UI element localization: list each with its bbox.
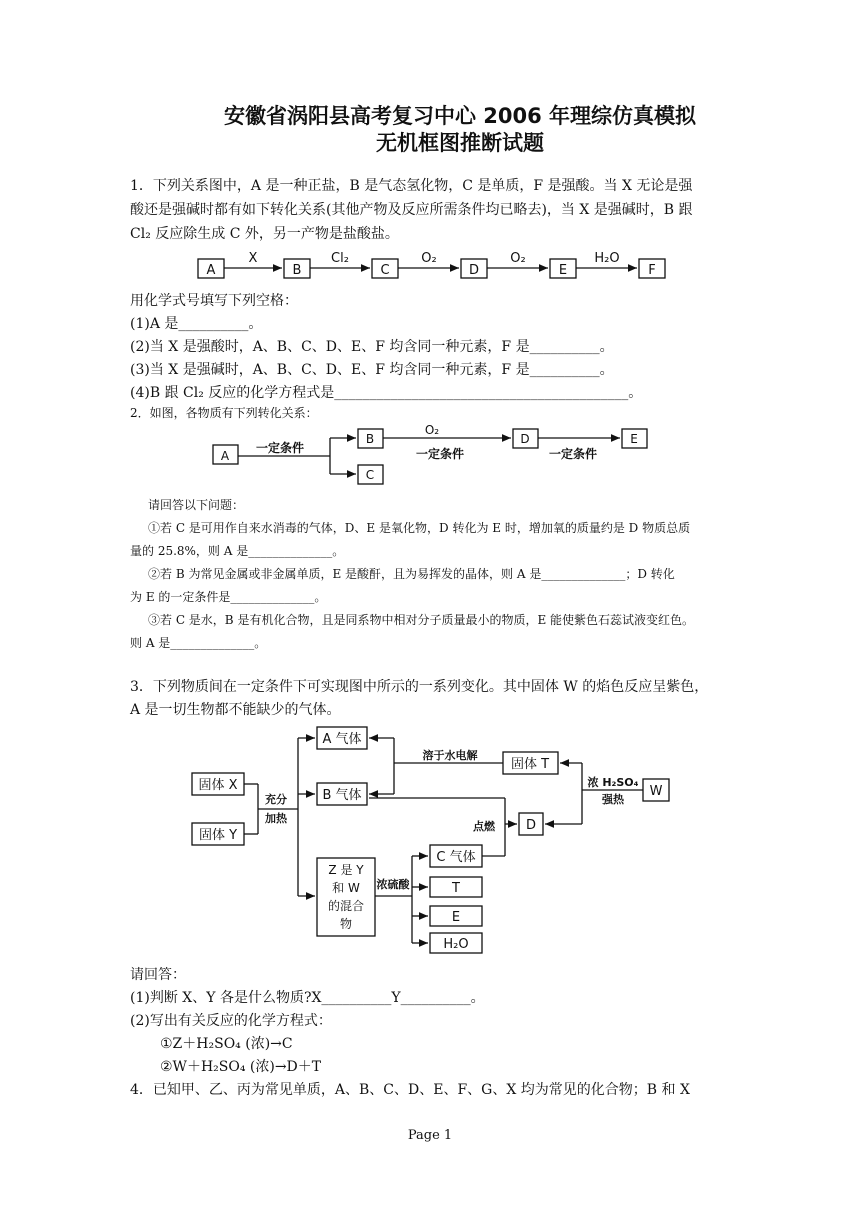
- q3-box-e-label: E: [451, 910, 461, 925]
- q2-label-o2: O₂: [424, 423, 440, 437]
- q3-box-solid-t-label: 固体 T: [510, 757, 550, 772]
- q3-intro-line1: 3．下列物质间在一定条件下可实现图中所示的一系列变化。其中固体 W 的焰色反应呈紫色，: [130, 679, 709, 695]
- q1-intro-line2: 酸还是强碱时都有如下转化关系(其他产物及反应所需条件均已略去)，当 X 是强碱时，B 跟: [130, 202, 693, 218]
- q3-box-d-label: D: [525, 818, 537, 833]
- q3-box-t-label: T: [452, 881, 460, 896]
- q1-intro-line1: 1．下列关系图中，A 是一种正盐，B 是气态氢化物，C 是单质，F 是强酸。当 X 无论是强: [130, 178, 693, 194]
- q1-item-3: (3)当 X 是强碱时，A、B、C、D、E、F 均含同一种元素，F 是__________。: [130, 362, 614, 378]
- q3-item-1: (1)判断 X、Y 各是什么物质?X__________Y__________。: [130, 990, 485, 1006]
- q3-prompt: 请回答：: [130, 967, 186, 983]
- page-number: Page 1: [407, 1128, 453, 1143]
- q2-box-a-label: A: [220, 449, 230, 463]
- q3-box-solid-x-label: 固体 X: [198, 778, 238, 793]
- q2-box-e-label: E: [630, 432, 638, 446]
- q2-prompt: 请回答以下问题：: [148, 498, 245, 512]
- q3-box-w-label: W: [649, 784, 663, 799]
- q2-item-3b: 则 A 是______________。: [130, 636, 267, 650]
- q2-box-b-label: B: [365, 432, 375, 446]
- q3-z-box-line1: Z 是 Y: [328, 863, 364, 877]
- q2-label-condition-2: 一定条件: [415, 447, 465, 461]
- q3-box-gas-c-label: C 气体: [436, 850, 476, 865]
- q2-box-d-label: D: [520, 432, 530, 446]
- q2-item-1b: 量的 25.8%，则 A 是______________。: [130, 544, 345, 558]
- q3-z-box-line2: 和 W: [332, 881, 360, 895]
- q2-item-3a: ③若 C 是水，B 是有机化合物，且是同系物中相对分子质量最小的物质，E 能使紫色石蕊试液变红色。: [148, 613, 695, 627]
- document-title-line1: 安徽省涡阳县高考复习中心 2006 年理综仿真模拟: [223, 104, 697, 128]
- q1-arrow-label-o2-a: O₂: [421, 251, 437, 266]
- document-title-line2: 无机框图推断试题: [376, 131, 544, 155]
- q3-box-gas-a-label: A 气体: [322, 732, 362, 747]
- q3-box-solid-y-label: 固体 Y: [198, 828, 238, 843]
- q1-arrow-label-x: X: [248, 251, 258, 266]
- q1-box-f-label: F: [648, 263, 656, 278]
- q1-box-b-label: B: [292, 263, 302, 278]
- q3-box-gas-b-label: B 气体: [322, 788, 362, 803]
- q3-z-box-line4: 物: [339, 917, 353, 931]
- q1-box-e-label: E: [558, 263, 568, 278]
- q3-intro-line2: A 是一切生物都不能缺少的气体。: [130, 702, 341, 718]
- q3-equation-2: ②W＋H₂SO₄ (浓)→D＋T: [160, 1059, 322, 1075]
- q3-label-conc-h2so4: 浓 H₂SO₄: [587, 776, 639, 789]
- q3-label-electrolysis: 溶于水电解: [422, 749, 478, 762]
- q2-intro: 2．如图，各物质有下列转化关系：: [130, 406, 318, 420]
- q3-label-heating: 加热: [265, 812, 287, 825]
- q1-item-4: (4)B 跟 Cl₂ 反应的化学方程式是__________________________________________。: [130, 385, 643, 401]
- q2-item-2b: 为 E 的一定条件是______________。: [130, 590, 327, 604]
- q1-item-2: (2)当 X 是强酸时，A、B、C、D、E、F 均含同一种元素，F 是__________。: [130, 339, 614, 355]
- q1-intro-line3: Cl₂ 反应除生成 C 外，另一产物是盐酸盐。: [130, 226, 399, 242]
- q3-equation-1: ①Z＋H₂SO₄ (浓)→C: [160, 1036, 293, 1052]
- q2-item-2a: ②若 B 为常见金属或非金属单质，E 是酸酐，且为易挥发的晶体，则 A 是______________；D 转化: [148, 567, 675, 581]
- q3-z-box-line3: 的混合: [327, 899, 365, 913]
- q1-box-a-label: A: [206, 263, 216, 278]
- q1-arrow-label-h2o: H₂O: [594, 251, 620, 266]
- q4-intro: 4．已知甲、乙、丙为常见单质，A、B、C、D、E、F、G、X 均为常见的化合物；B 和 X: [130, 1082, 690, 1098]
- q2-box-c-label: C: [365, 468, 375, 482]
- q3-label-conc-sulfuric: 浓硫酸: [376, 878, 410, 891]
- q1-arrow-label-o2-b: O₂: [510, 251, 526, 266]
- q3-label-thorough: 充分: [265, 793, 287, 806]
- q1-item-1: (1)A 是__________。: [130, 316, 263, 332]
- q1-arrow-label-cl2: Cl₂: [331, 251, 349, 266]
- q3-label-strong-heat: 强热: [602, 793, 624, 806]
- q2-label-condition-3: 一定条件: [548, 447, 598, 461]
- q1-box-d-label: D: [468, 263, 480, 278]
- q1-box-c-label: C: [380, 263, 390, 278]
- q3-box-h2o-label: H₂O: [443, 937, 469, 952]
- q2-item-1a: ①若 C 是可用作自来水消毒的气体，D、E 是氧化物，D 转化为 E 时，增加氧的质量约是 D 物质总质: [148, 521, 691, 535]
- q3-item-2: (2)写出有关反应的化学方程式：: [130, 1013, 332, 1029]
- q1-prompt: 用化学式号填写下列空格：: [130, 293, 298, 309]
- q3-label-ignite: 点燃: [473, 820, 495, 833]
- q2-label-condition-1: 一定条件: [255, 441, 305, 455]
